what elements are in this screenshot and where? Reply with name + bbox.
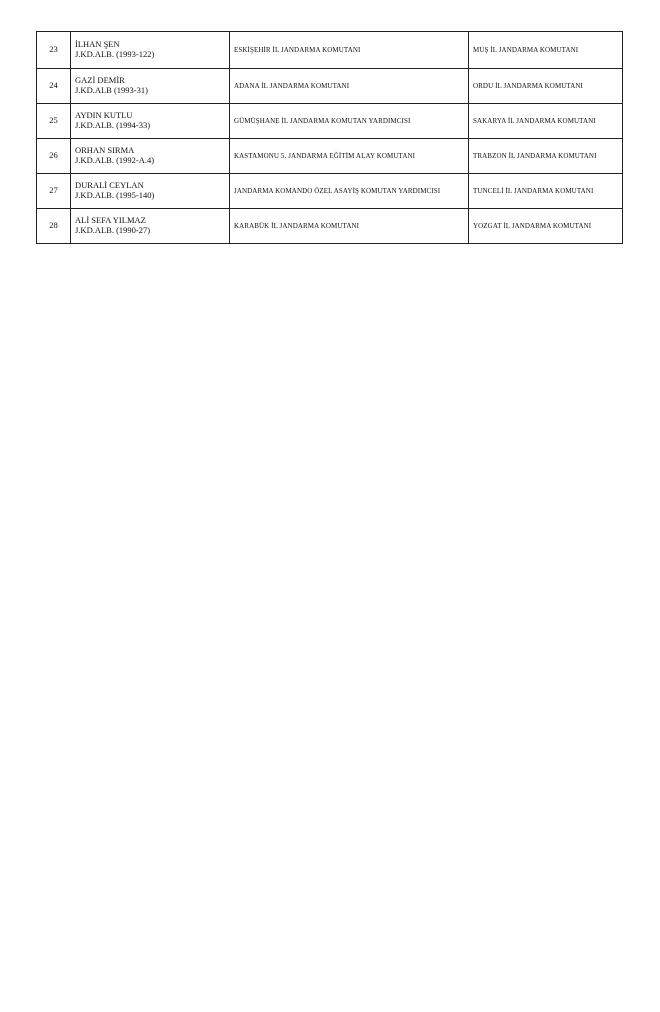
current-post: JANDARMA KOMANDO ÖZEL ASAYİŞ KOMUTAN YARDIMCISI [230,174,469,209]
table-row [37,209,623,244]
new-post: SAKARYA İL JANDARMA KOMUTANI [469,104,623,139]
current-post: ESKİŞEHİR İL JANDARMA KOMUTANI [230,32,469,69]
row-number: 26 [37,139,71,174]
officer-name: GAZİ DEMİR [75,75,125,86]
new-post: TUNCELİ İL JANDARMA KOMUTANI [469,174,623,209]
table-row [37,32,623,69]
officer-rank: J.KD.ALB. (1994-33) [75,120,151,130]
new-post: ORDU İL JANDARMA KOMUTANI [469,69,623,104]
row-number: 28 [37,209,71,244]
current-post: KASTAMONU 5. JANDARMA EĞİTİM ALAY KOMUTANI [230,139,469,174]
row-number: 27 [37,174,71,209]
row-number: 24 [37,69,71,104]
appointment-table [36,31,623,244]
officer-rank: J.KD.ALB. (1993-122) [75,49,155,59]
officer-name: AYDIN KUTLU [75,110,133,121]
table-row [37,69,623,104]
officer-name: DURALİ CEYLAN [75,180,144,191]
new-post: YOZGAT İL JANDARMA KOMUTANI [469,209,623,244]
officer-cell [71,32,230,69]
current-post: GÜMÜŞHANE İL JANDARMA KOMUTAN YARDIMCISI [230,104,469,139]
new-post: MUŞ İL JANDARMA KOMUTANI [469,32,623,69]
current-post: ADANA İL JANDARMA KOMUTANI [230,69,469,104]
row-number: 25 [37,104,71,139]
officer-cell [71,69,230,104]
officer-rank: J.KD.ALB. (1992-A.4) [75,155,155,165]
officer-cell [71,104,230,139]
officer-name: İLHAN ŞEN [75,39,120,50]
officer-rank: J.KD.ALB. (1995-140) [75,190,155,200]
officer-cell [71,139,230,174]
current-post: KARABÜK İL JANDARMA KOMUTANI [230,209,469,244]
new-post: TRABZON İL JANDARMA KOMUTANI [469,139,623,174]
officer-rank: J.KD.ALB (1993-31) [75,85,148,95]
officer-cell [71,174,230,209]
officer-rank: J.KD.ALB. (1990-27) [75,225,151,235]
table-row [37,139,623,174]
table-row [37,174,623,209]
officer-name: ORHAN SIRMA [75,145,135,156]
row-number: 23 [37,32,71,69]
officer-name: ALİ SEFA YILMAZ [75,215,146,226]
officer-cell [71,209,230,244]
table-row [37,104,623,139]
